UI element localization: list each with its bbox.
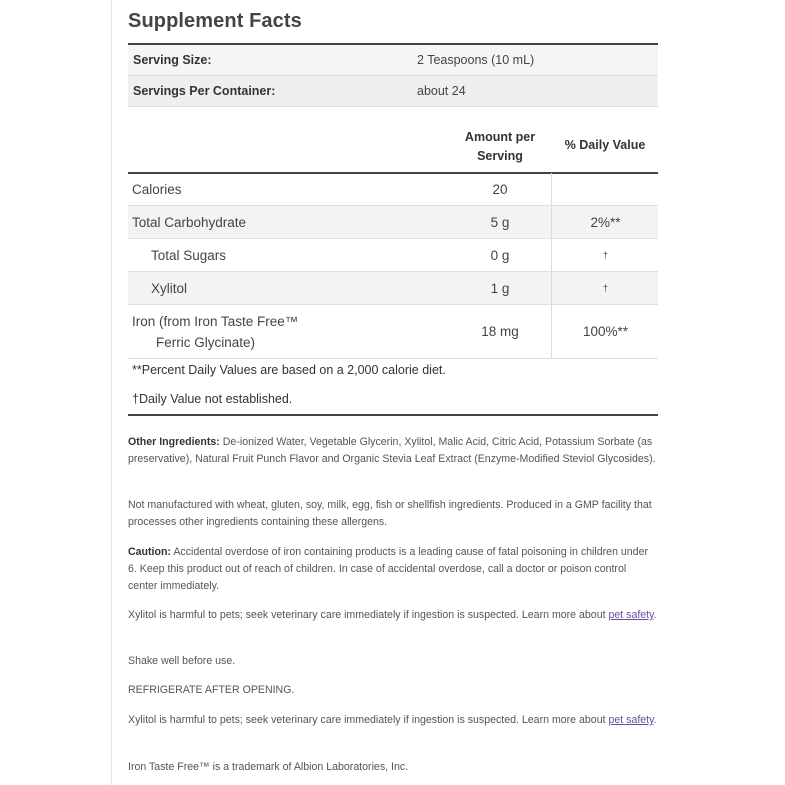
xylitol-warning-suffix: . — [653, 714, 657, 726]
nutrient-daily-value: 100%** — [551, 305, 659, 358]
caution-text: Accidental overdose of iron containing products is a leading cause of fatal poisoning in children under 6. Keep this product out of reach of children. In case of accidental overdose, call a doctor or poison control center immediately. — [128, 546, 648, 592]
xylitol-warning-text: Xylitol is harmful to pets; seek veterinary care immediately if ingestion is suspected. Learn more about — [128, 609, 609, 621]
nutrient-daily-value: † — [551, 239, 659, 271]
iron-name-line2: Ferric Glycinate) — [156, 335, 256, 350]
nutrient-amount: 20 — [492, 181, 508, 197]
facts-table-body — [128, 173, 658, 359]
xylitol-warning-paragraph-repeat — [128, 712, 658, 729]
facts-footnotes — [128, 357, 658, 416]
other-ingredients-paragraph — [128, 434, 658, 468]
caution-label: Caution: — [128, 546, 171, 558]
amount-per-serving-header — [450, 128, 550, 166]
serving-size-row — [128, 45, 658, 76]
nutrient-name: Xylitol — [151, 280, 188, 296]
serving-size-label: Serving Size: — [133, 53, 212, 67]
nutrient-daily-value — [551, 173, 659, 205]
serving-size-value: 2 Teaspoons (10 mL) — [417, 53, 535, 67]
caution-paragraph — [128, 544, 658, 594]
servings-per-container-label: Servings Per Container: — [133, 84, 276, 98]
nutrient-amount: 1 g — [490, 280, 510, 296]
other-ingredients-text: De-ionized Water, Vegetable Glycerin, Xylitol, Malic Acid, Citric Acid, Potassium Sorbate (as preservative), Natural Fruit Punch Flavor and Organic Stevia Leaf Extract (Enzyme-Modified Steviol Glycosides). — [128, 436, 656, 465]
nutrient-amount: 18 mg — [481, 324, 519, 339]
trademark-paragraph: Iron Taste Free™ is a trademark of Albion Laboratories, Inc. — [128, 761, 409, 773]
pet-safety-link[interactable]: pet safety — [608, 609, 654, 621]
facts-row-total-carbohydrate — [128, 206, 658, 239]
facts-row-xylitol — [128, 272, 658, 305]
nutrient-name: Total Sugars — [151, 247, 227, 263]
nutrient-name: Total Carbohydrate — [132, 214, 247, 230]
facts-row-calories — [128, 173, 658, 206]
nutrient-name: Calories — [132, 181, 182, 197]
servings-per-container-row — [128, 76, 658, 107]
amount-header-line2: Serving — [477, 149, 523, 163]
daily-value-header: % Daily Value — [564, 138, 646, 152]
facts-table-header — [128, 124, 658, 174]
facts-row-iron — [128, 305, 658, 359]
xylitol-warning-paragraph — [128, 607, 658, 624]
xylitol-warning-text: Xylitol is harmful to pets; seek veterinary care immediately if ingestion is suspected. Learn more about — [128, 714, 609, 726]
nutrient-name — [132, 311, 298, 353]
xylitol-warning-suffix: . — [653, 609, 657, 621]
page-left-divider — [111, 0, 112, 785]
servings-per-container-value: about 24 — [417, 84, 466, 98]
iron-name-line1: Iron (from Iron Taste Free™ — [132, 314, 299, 329]
pet-safety-link[interactable]: pet safety — [608, 714, 654, 726]
supplement-facts-title: Supplement Facts — [128, 10, 302, 32]
nutrient-daily-value: † — [551, 272, 659, 304]
allergen-paragraph: Not manufactured with wheat, gluten, soy, milk, egg, fish or shellfish ingredients. Produced in a GMP facility that processes other ingredients containing these allergens. — [128, 499, 652, 528]
amount-header-line1: Amount per — [464, 130, 536, 144]
dagger-note: †Daily Value not established. — [132, 392, 293, 406]
other-ingredients-label: Other Ingredients: — [128, 436, 220, 448]
serving-info-table — [128, 43, 658, 107]
shake-well-paragraph: Shake well before use. — [128, 655, 236, 667]
nutrient-amount: 5 g — [490, 214, 510, 230]
nutrient-daily-value: 2%** — [551, 206, 659, 238]
facts-row-total-sugars — [128, 239, 658, 272]
nutrient-amount: 0 g — [490, 247, 510, 263]
refrigerate-paragraph: REFRIGERATE AFTER OPENING. — [128, 684, 295, 696]
percent-daily-value-note: **Percent Daily Values are based on a 2,000 calorie diet. — [132, 363, 446, 377]
